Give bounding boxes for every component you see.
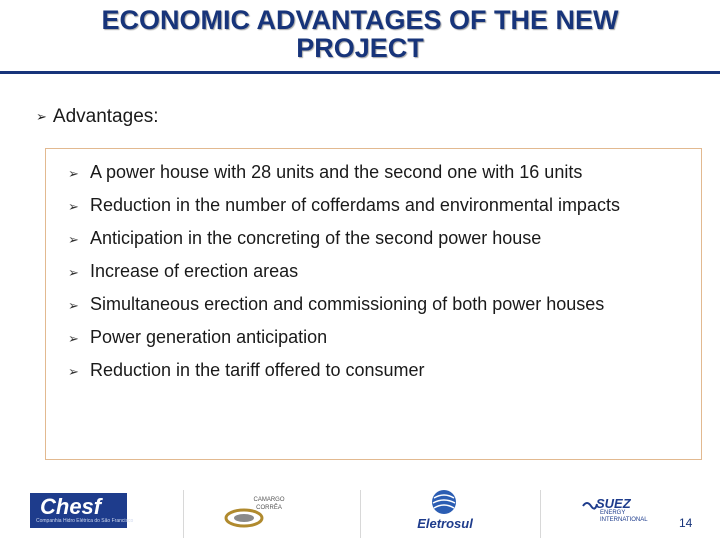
list-item	[68, 359, 688, 384]
list-item-text: Reduction in the tariff offered to consumer	[90, 360, 425, 380]
list-item-text: Increase of erection areas	[90, 261, 299, 281]
camargo-correa-logo	[224, 496, 294, 530]
list-item	[68, 326, 688, 351]
title-underline	[0, 71, 720, 74]
list-item-text: Power generation anticipation	[90, 327, 328, 347]
footer-divider	[360, 490, 361, 538]
footer-divider	[183, 490, 184, 538]
eletrosul-logo-text: Eletrosul	[417, 516, 473, 531]
slide-title-line2: PROJECT	[296, 33, 424, 63]
page-number: 14	[679, 516, 693, 530]
slide-title	[0, 6, 720, 62]
eletrosul-logo	[410, 488, 480, 532]
list-item-text: Anticipation in the concreting of the second power house	[90, 228, 542, 248]
list-item	[68, 194, 688, 219]
arrow-bullet-icon: ➢	[68, 233, 79, 248]
chesf-logo-subtext: Companhia Hidro Elétrica do São Francisco	[36, 518, 134, 524]
advantages-list	[68, 161, 688, 392]
camargo-correa-logo-text: CAMARGO CORRÊA	[253, 497, 285, 511]
arrow-bullet-icon: ➢	[68, 200, 79, 215]
eletrosul-globe-icon	[410, 488, 480, 518]
arrow-bullet-icon: ➢	[68, 167, 79, 182]
arrow-bullet-icon: ➢	[68, 266, 79, 281]
list-item-text: Simultaneous erection and commissioning of both power houses	[90, 294, 605, 314]
list-item	[68, 161, 688, 186]
chesf-logo-text: Chesf	[40, 494, 102, 519]
chesf-logo	[30, 493, 134, 528]
arrow-bullet-icon: ➢	[68, 299, 79, 314]
arrow-bullet-icon: ➢	[68, 365, 79, 380]
advantages-heading	[36, 106, 159, 128]
suez-logo-subtext: ENERGY INTERNATIONAL	[600, 510, 648, 523]
list-item	[68, 293, 688, 318]
list-item	[68, 260, 688, 285]
heading-label: Advantages:	[52, 106, 159, 127]
arrow-bullet-icon: ➢	[36, 109, 47, 125]
list-item-text: Reduction in the number of cofferdams and environmental impacts	[90, 195, 620, 215]
advantages-box	[45, 148, 702, 460]
suez-logo	[582, 496, 662, 530]
list-item-text: A power house with 28 units and the second one with 16 units	[90, 162, 583, 182]
slide-title-line1: ECONOMIC ADVANTAGES OF THE NEW	[101, 5, 619, 35]
list-item	[68, 227, 688, 252]
arrow-bullet-icon: ➢	[68, 332, 79, 347]
suez-logo-text: SUEZ	[596, 496, 631, 511]
footer-divider	[540, 490, 541, 538]
